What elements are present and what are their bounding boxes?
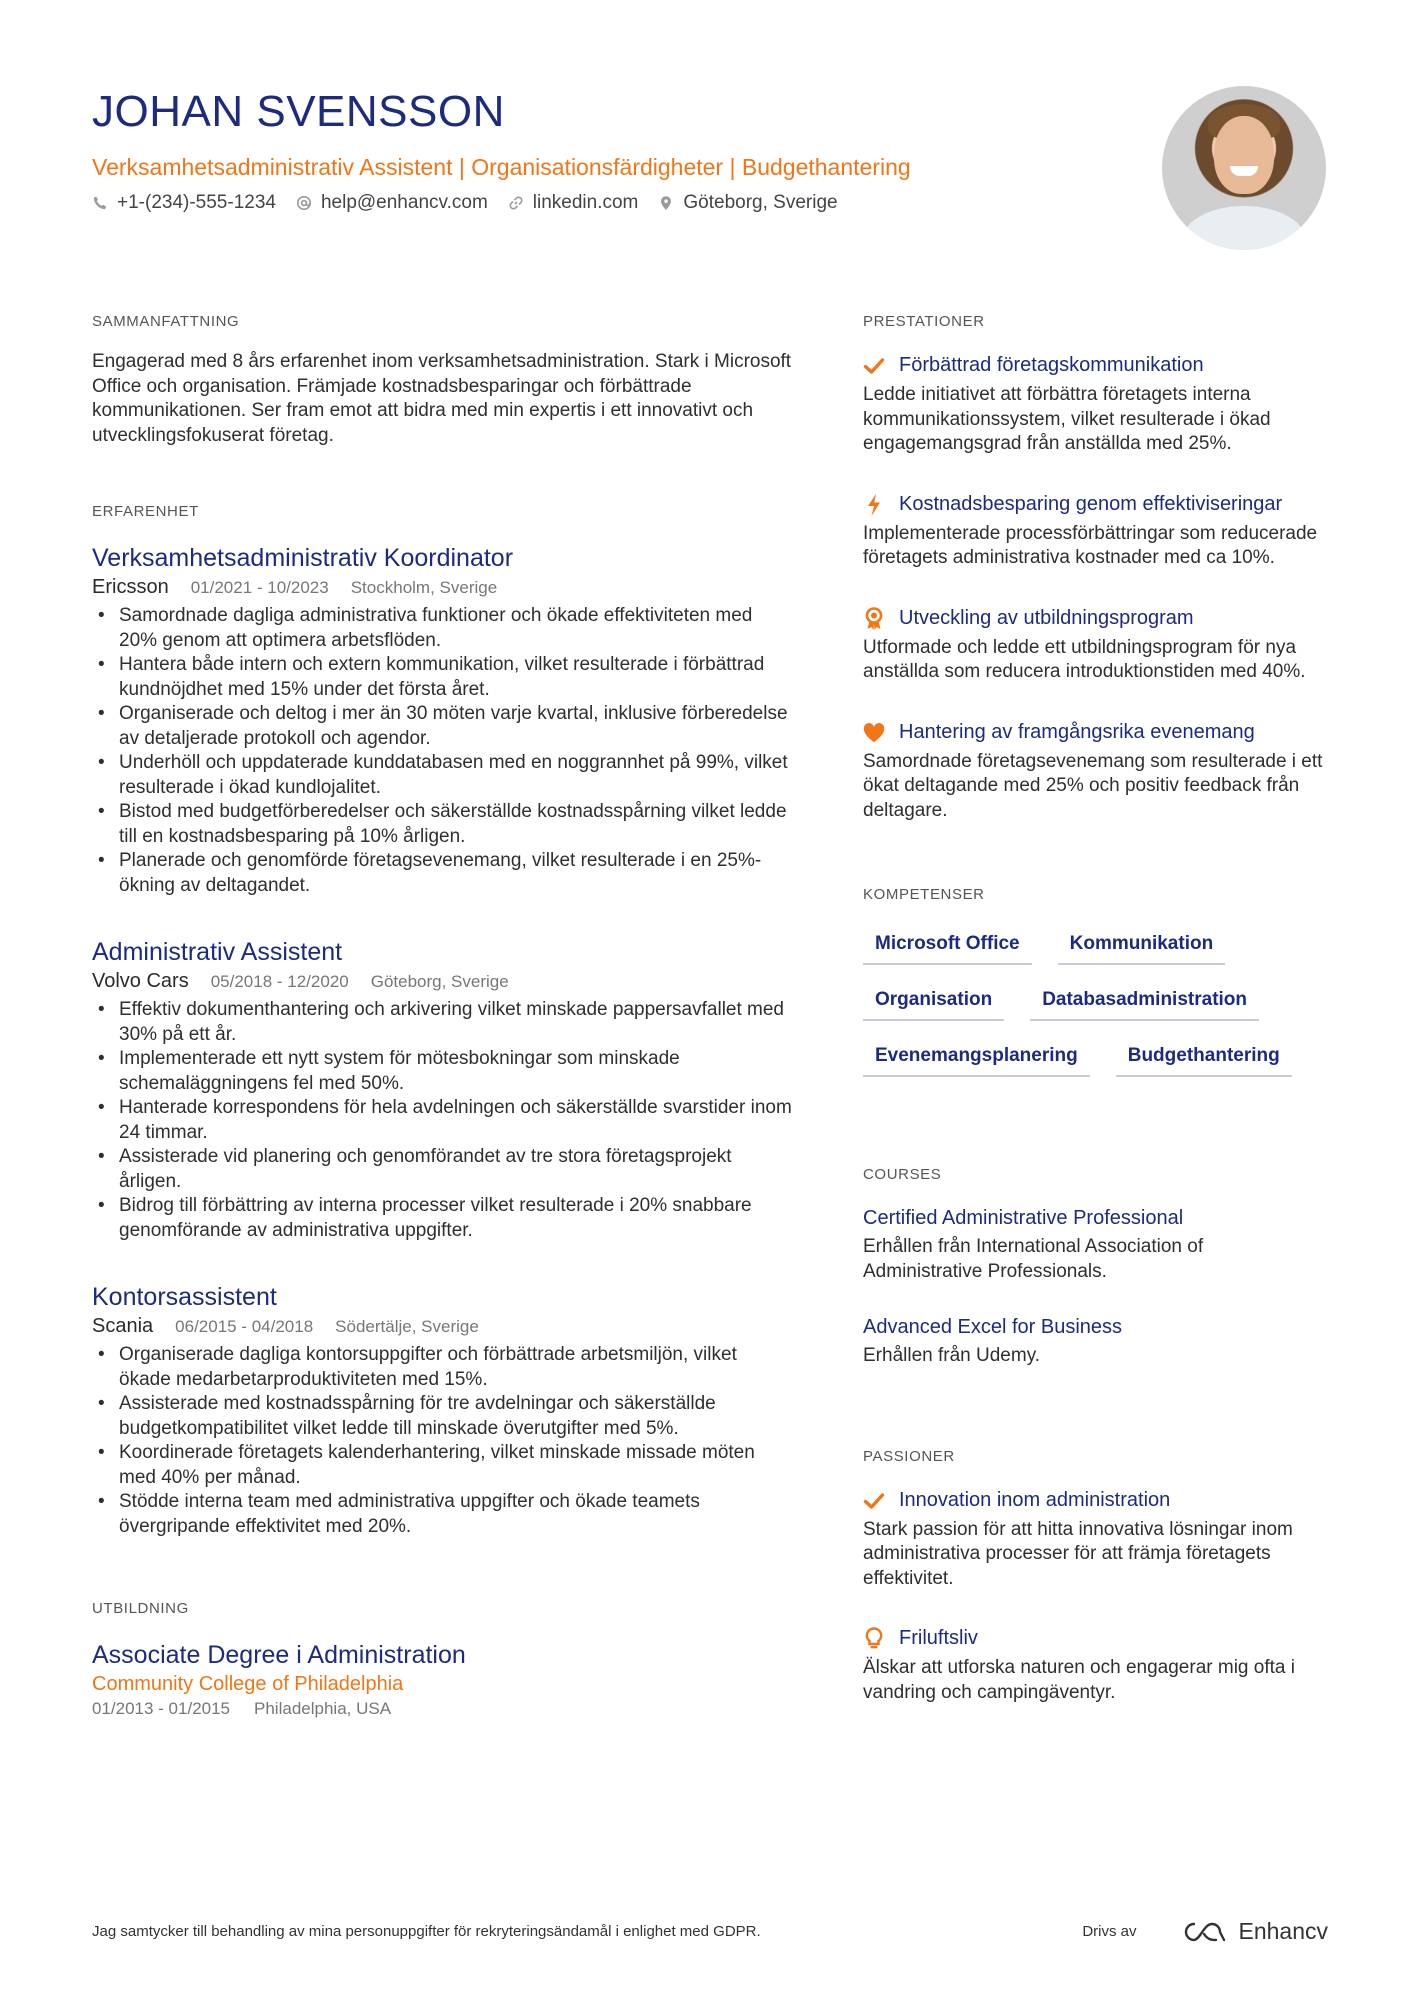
job-bullet: • Assisterade med kostnadsspårning för tre avdelningar och säkerställde budgetkompatibilitet vilket ledde till minskade överutgifter med 5%. bbox=[92, 1392, 792, 1441]
contact-location-text: Göteborg, Sverige bbox=[683, 192, 838, 213]
skill-tag: Databasadministration bbox=[1030, 987, 1259, 1021]
job-bullet: • Effektiv dokumenthantering och arkivering vilket minskade pappersavfallet med 30% på ett år. bbox=[92, 998, 792, 1047]
job-company: Ericsson bbox=[92, 576, 169, 598]
education-degree: Associate Degree i Administration bbox=[92, 1641, 466, 1669]
gdpr-consent-text: Jag samtycker till behandling av mina personuppgifter för rekryteringsändamål i enlighet med GDPR. bbox=[92, 1923, 761, 1940]
profile-photo bbox=[1162, 86, 1326, 250]
contact-location bbox=[658, 190, 837, 216]
job-bullet: • Hantera både intern och extern kommunikation, vilket resulterade i förbättrad kundnöjdhet med 15% under det första året. bbox=[92, 653, 792, 702]
job-bullet: • Assisterade vid planering och genomförandet av tre stora företagsprojekt årligen. bbox=[92, 1145, 792, 1194]
enhancv-logo[interactable] bbox=[1182, 1918, 1328, 1945]
passion-item bbox=[863, 1625, 1323, 1705]
skill-tag: Kommunikation bbox=[1058, 931, 1226, 965]
job-meta bbox=[92, 574, 792, 600]
education-dates: 01/2013 - 01/2015 bbox=[92, 1699, 231, 1718]
job-entry bbox=[92, 936, 792, 1243]
achievement-item bbox=[863, 491, 1323, 571]
phone-icon bbox=[92, 195, 108, 211]
achievement-item bbox=[863, 719, 1323, 824]
job-bullet: • Stödde interna team med administrativa uppgifter och ökade teamets övergripande effektivitet med 20%. bbox=[92, 1490, 792, 1539]
job-bullet: • Organiserade dagliga kontorsuppgifter och förbättrade arbetsmiljön, vilket ökade medarbetarproduktiviteten med 15%. bbox=[92, 1343, 792, 1392]
skills-section-title: KOMPETENSER bbox=[863, 886, 985, 903]
left-column bbox=[92, 312, 792, 1721]
skill-tag: Microsoft Office bbox=[863, 931, 1032, 965]
course-item bbox=[863, 1205, 1323, 1284]
job-title: Verksamhetsadministrativ Koordinator bbox=[92, 544, 514, 572]
education-entry bbox=[92, 1639, 792, 1721]
achievement-desc: Utformade och ledde ett utbildningsprogram för nya anställda som reducera introduktionstiden med 40%. bbox=[863, 636, 1306, 682]
contact-linkedin bbox=[508, 190, 639, 216]
job-meta bbox=[92, 968, 792, 994]
resume-header bbox=[92, 84, 1142, 216]
job-location: Göteborg, Sverige bbox=[370, 972, 509, 991]
course-name: Certified Administrative Professional bbox=[863, 1207, 1184, 1229]
job-bullet: • Bistod med budgetförberedelser och säkerställde kostnadsspårning vilket ledde till en kostnadsbesparing på 10% årligen. bbox=[92, 800, 792, 849]
job-bullet: • Implementerade ett nytt system för mötesbokningar som minskade schemaläggningens fel med 50%. bbox=[92, 1047, 792, 1096]
job-title: Administrativ Assistent bbox=[92, 938, 343, 966]
summary-text: Engagerad med 8 års erfarenhet inom verksamhetsadministration. Stark i Microsoft Office och organisation. Främjade kostnadsbesparingar och förbättrade kommunikationen. Ser fram emot att bidra med min expertis i ett innovativt och utvecklingsfokuserat företag. bbox=[92, 351, 792, 446]
job-entry bbox=[92, 542, 792, 898]
job-location: Stockholm, Sverige bbox=[350, 578, 498, 597]
job-bullet: • Hanterade korrespondens för hela avdelningen och säkerställde svarstider inom 24 timmar. bbox=[92, 1096, 792, 1145]
skills-list bbox=[863, 931, 1323, 1077]
lightbulb-icon bbox=[863, 1626, 885, 1652]
education-school: Community College of Philadelphia bbox=[92, 1673, 404, 1695]
job-dates: 05/2018 - 12/2020 bbox=[210, 972, 349, 991]
passion-desc: Stark passion för att hitta innovativa lösningar inom administrativa processer för att främja företagets effektivitet. bbox=[863, 1518, 1293, 1589]
job-bullets bbox=[92, 604, 792, 898]
checkmark-icon bbox=[863, 1488, 885, 1514]
job-dates: 06/2015 - 04/2018 bbox=[175, 1317, 314, 1336]
skill-tag: Evenemangsplanering bbox=[863, 1043, 1090, 1077]
education-section-title: UTBILDNING bbox=[92, 1600, 189, 1617]
achievement-name: Hantering av framgångsrika evenemang bbox=[899, 720, 1255, 743]
course-name: Advanced Excel for Business bbox=[863, 1316, 1123, 1338]
contact-list bbox=[92, 190, 1142, 216]
education-location: Philadelphia, USA bbox=[254, 1699, 392, 1718]
job-company: Volvo Cars bbox=[92, 970, 189, 992]
contact-phone-text: +1-(234)-555-1234 bbox=[117, 192, 276, 213]
education-meta bbox=[92, 1697, 792, 1721]
job-title: Kontorsassistent bbox=[92, 1283, 277, 1311]
course-desc: Erhållen från International Association of Administrative Professionals. bbox=[863, 1236, 1204, 1282]
footer bbox=[92, 1918, 1328, 1945]
job-bullet: • Samordnade dagliga administrativa funktioner och ökade effektiviteten med 20% genom att optimera arbetsflöden. bbox=[92, 604, 792, 653]
candidate-name: JOHAN SVENSSON bbox=[92, 87, 505, 136]
job-bullets bbox=[92, 998, 792, 1243]
skill-tag: Organisation bbox=[863, 987, 1004, 1021]
achievement-name: Kostnadsbesparing genom effektiviseringar bbox=[899, 492, 1283, 515]
passion-item bbox=[863, 1487, 1323, 1592]
contact-email-text: help@enhancv.com bbox=[320, 192, 488, 213]
job-bullet: • Underhöll och uppdaterade kunddatabasen med en noggrannhet på 99%, vilket resulterade i ökad kundlojalitet. bbox=[92, 751, 792, 800]
job-company: Scania bbox=[92, 1315, 154, 1337]
contact-linkedin-text: linkedin.com bbox=[532, 192, 639, 213]
experience-section-title: ERFARENHET bbox=[92, 503, 199, 520]
courses-section-title: COURSES bbox=[863, 1166, 942, 1183]
achievement-desc: Implementerade processförbättringar som reducerade företagets administrativa kostnader med ca 10%. bbox=[863, 522, 1318, 568]
checkmark-icon bbox=[863, 353, 885, 379]
right-column bbox=[863, 312, 1323, 1705]
award-ribbon-icon bbox=[863, 606, 885, 632]
lightning-bolt-icon bbox=[863, 492, 885, 518]
job-entry bbox=[92, 1281, 792, 1539]
achievement-item bbox=[863, 352, 1323, 457]
achievement-desc: Ledde initiativet att förbättra företagets interna kommunikationssystem, vilket resulterade i ökad engagemangsgrad från anställda med 25%. bbox=[863, 384, 1271, 454]
powered-by-label: Drivs av bbox=[1082, 1923, 1137, 1940]
job-bullet: • Bidrog till förbättring av interna processer vilket resulterade i 20% snabbare genomförande av administrativa uppgifter. bbox=[92, 1194, 792, 1243]
achievements-section-title: PRESTATIONER bbox=[863, 313, 985, 330]
job-meta bbox=[92, 1313, 792, 1339]
passions-section-title: PASSIONER bbox=[863, 1447, 955, 1465]
link-icon bbox=[508, 195, 524, 211]
at-icon bbox=[296, 195, 312, 211]
passion-name: Friluftsliv bbox=[899, 1627, 978, 1649]
job-bullets bbox=[92, 1343, 792, 1539]
job-dates: 01/2021 - 10/2023 bbox=[190, 578, 329, 597]
achievement-item bbox=[863, 605, 1323, 685]
enhancv-brand-text: Enhancv bbox=[1238, 1918, 1328, 1944]
job-location: Södertälje, Sverige bbox=[335, 1317, 479, 1336]
contact-phone bbox=[92, 190, 276, 216]
summary-section-title: SAMMANFATTNING bbox=[92, 313, 240, 330]
job-bullet: • Koordinerade företagets kalenderhantering, vilket minskade missade möten med 40% per månad. bbox=[92, 1441, 792, 1490]
passion-name: Innovation inom administration bbox=[899, 1488, 1171, 1511]
heart-icon bbox=[863, 720, 885, 746]
achievement-desc: Samordnade företagsevenemang som resulterade i ett ökat deltagande med 25% och positiv feedback från deltagare. bbox=[863, 750, 1323, 821]
course-desc: Erhållen från Udemy. bbox=[863, 1345, 1041, 1366]
achievement-name: Utveckling av utbildningsprogram bbox=[899, 606, 1194, 629]
enhancv-logo-icon bbox=[1182, 1920, 1228, 1944]
achievement-name: Förbättrad företagskommunikation bbox=[899, 354, 1204, 376]
job-bullet: • Organiserade och deltog i mer än 30 möten varje kvartal, inklusive förberedelse av detaljerade protokoll och agendor. bbox=[92, 702, 792, 751]
skill-tag: Budgethantering bbox=[1116, 1043, 1292, 1077]
job-bullet: • Planerade och genomförde företagsevenemang, vilket resulterade i en 25%-ökning av deltagandet. bbox=[92, 849, 792, 898]
location-pin-icon bbox=[658, 195, 674, 211]
passion-desc: Älskar att utforska naturen och engagerar mig ofta i vandring och campingäventyr. bbox=[863, 1657, 1295, 1703]
contact-email bbox=[296, 190, 488, 216]
candidate-headline: Verksamhetsadministrativ Assistent | Organisationsfärdigheter | Budgethantering bbox=[92, 154, 911, 180]
course-item bbox=[863, 1314, 1323, 1369]
